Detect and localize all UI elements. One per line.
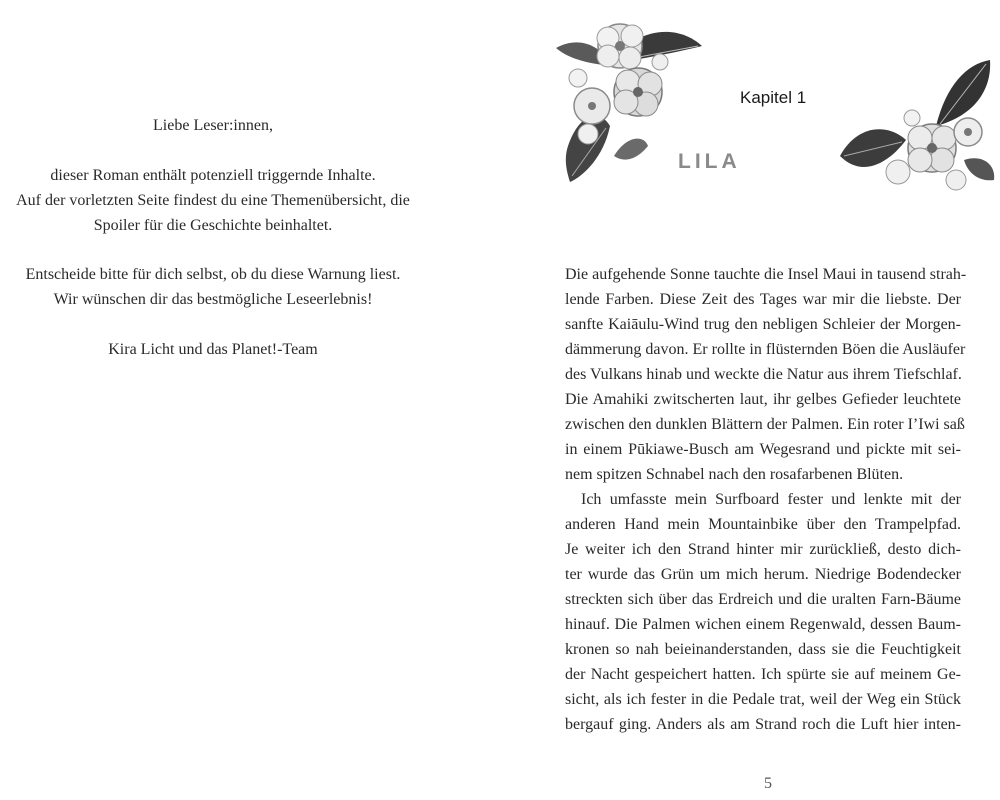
text-line: Ich umfasste mein Surfboard fester und lenkte mit der xyxy=(581,491,961,508)
chapter-label: Kapitel 1 xyxy=(740,88,807,107)
content-warning-block xyxy=(0,163,426,238)
signature: Kira Licht und das Planet!-Team xyxy=(108,341,318,358)
text-line: ter wurde das Grün um mich herum. Niedrige Bodendecker xyxy=(565,566,961,583)
text-line: Die Amahiki zwitscherten laut, ihr gelbes Gefieder leuchtete xyxy=(565,391,961,408)
text-line: dämmerung davon. Er rollte in flüsternden Böen die Ausläufer xyxy=(565,341,966,358)
text-line: kronen so nah beieinanderstanden, dass sie die Feuchtigkeit xyxy=(565,641,961,658)
decision-line: Entscheide bitte für dich selbst, ob du diese Warnung liest. xyxy=(25,266,401,283)
text-line: streckten sich über das Erdreich und die uralten Farn-Bäume xyxy=(565,591,961,608)
decision-block xyxy=(0,262,426,312)
signature-block xyxy=(0,337,426,362)
greeting-block xyxy=(0,113,426,138)
warning-line: dieser Roman enthält potenziell triggernde Inhalte. xyxy=(50,167,376,184)
warning-line: Spoiler für die Geschichte beinhaltet. xyxy=(93,217,333,234)
text-line: lende Farben. Diese Zeit des Tages war mir die liebste. Der xyxy=(565,291,961,308)
text-line: sanfte Kaiāulu-Wind trug den nebligen Schleier der Morgen- xyxy=(565,316,961,333)
text-line: anderen Hand mein Mountainbike über den Trampelpfad. xyxy=(565,516,961,533)
chapter-body-text xyxy=(565,262,967,737)
text-line: bergauf ging. Anders als am Strand roch die Luft hier inten- xyxy=(565,716,961,733)
text-line: in einem Pūkiawe-Busch am Wegesrand und pickte mit sei- xyxy=(565,441,961,458)
warning-line: Auf der vorletzten Seite findest du eine Themenübersicht, die xyxy=(16,192,410,209)
right-page xyxy=(500,0,1000,800)
chapter-name: LILA xyxy=(678,150,741,173)
text-line: der Nacht gespeichert hatten. Ich spürte sie auf meinem Ge- xyxy=(565,666,961,683)
text-line: zwischen den dunklen Blättern der Palmen. Ein roter I’Iwi saß xyxy=(565,416,965,433)
tropical-flower-bouquet-right xyxy=(836,56,1000,206)
text-line: des Vulkans hinab und weckte die Natur aus ihrem Tiefschlaf. xyxy=(565,366,962,383)
greeting: Liebe Leser:innen, xyxy=(153,117,273,134)
text-line: Die aufgehende Sonne tauchte die Insel Maui in tausend strah- xyxy=(565,266,967,283)
page-number: 5 xyxy=(764,775,772,792)
hibiscus-flower-icon xyxy=(886,110,982,190)
text-line: nem spitzen Schnabel nach den rosafarbenen Blüten. xyxy=(565,466,904,483)
decision-line: Wir wünschen dir das bestmögliche Leseerlebnis! xyxy=(53,291,373,308)
text-line: sicht, als ich fester in die Pedale trat, weil der Weg ein Stück xyxy=(565,691,961,708)
text-line: hinauf. Die Palmen wichen einem Regenwald, dessen Baum- xyxy=(565,616,961,633)
text-line: Je weiter ich den Strand hinter mir zurückließ, desto dich- xyxy=(565,541,961,558)
